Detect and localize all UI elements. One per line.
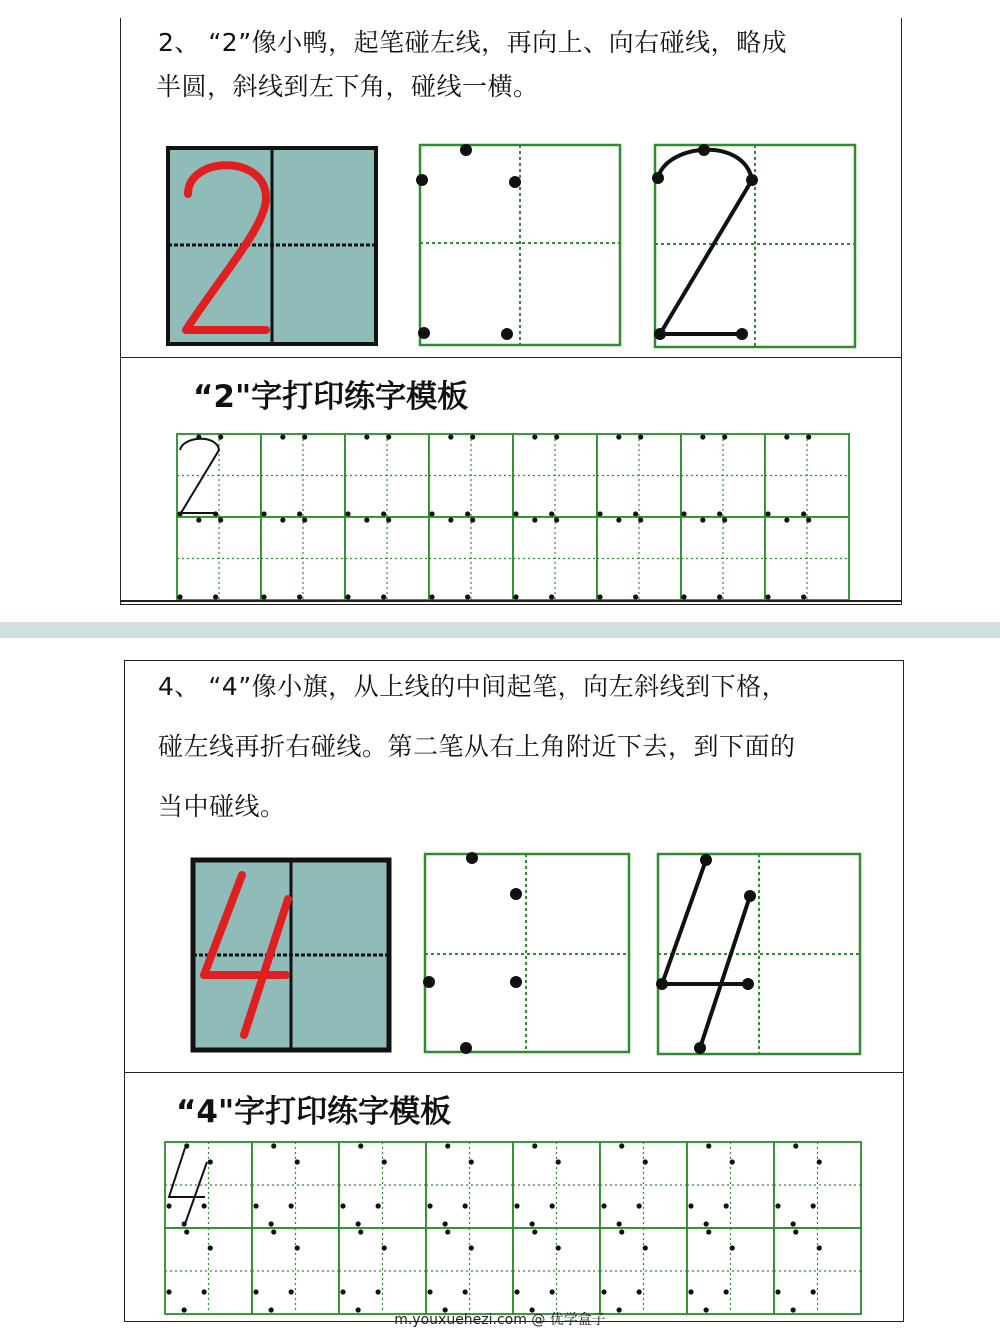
digit-4-practice-cell	[513, 1142, 600, 1228]
digit-4-practice-cell	[687, 1142, 774, 1228]
digit-4-description	[158, 674, 796, 819]
digit-4-practice-cell	[513, 1228, 600, 1314]
digit-4-practice-cell	[774, 1228, 861, 1314]
digit-2-template-title: “2"字打印练字模板	[193, 379, 469, 415]
digit-4-description-line3: 当中碰线。	[158, 792, 286, 821]
digit-4-divider	[124, 1072, 904, 1073]
digit-4-practice-cell	[774, 1142, 861, 1228]
digit-4-practice-cell	[426, 1228, 513, 1314]
digit-4-practice-cell	[165, 1228, 252, 1314]
digit-2-practice-cell	[681, 517, 765, 600]
digit-4-practice-cell	[600, 1228, 687, 1314]
digit-4-model-box	[190, 857, 392, 1053]
digit-2-practice-cell	[345, 434, 429, 517]
section-separator-band	[0, 622, 1000, 638]
digit-2-practice-cell	[765, 517, 849, 600]
digit-2-practice-cell	[261, 434, 345, 517]
digit-4-template-title: “4"字打印练字模板	[176, 1094, 452, 1130]
digit-2-card-bottom-border	[120, 600, 902, 602]
digit-4-practice-cell	[339, 1142, 426, 1228]
digit-2-stroke-guide	[652, 142, 858, 352]
digit-2-practice-cell	[177, 517, 261, 600]
digit-2-practice-cell	[345, 517, 429, 600]
digit-2-description	[158, 30, 787, 99]
digit-4-practice-cell	[600, 1142, 687, 1228]
digit-4-practice-cell	[687, 1228, 774, 1314]
digit-4-practice-cell	[339, 1228, 426, 1314]
digit-2-description-line2: 半圆，斜线到左下角，碰线一横。	[156, 72, 539, 101]
digit-2-practice-grid	[176, 432, 852, 602]
digit-2-practice-cell	[681, 434, 765, 517]
digit-2-practice-cell	[429, 517, 513, 600]
digit-4-practice-grid	[164, 1140, 866, 1316]
digit-2-dot-guide	[414, 142, 624, 348]
digit-2-practice-cell	[513, 517, 597, 600]
digit-4-stroke-guide	[654, 850, 864, 1058]
digit-2-divider	[120, 357, 902, 358]
digit-2-practice-cell	[177, 434, 261, 517]
digit-2-practice-cell	[765, 434, 849, 517]
digit-2-description-line1: 2、 “2”像小鸭，起笔碰左线，再向上、向右碰线，略成	[158, 28, 788, 57]
digit-2-practice-cell	[597, 517, 681, 600]
digit-4-description-line1: 4、 “4”像小旗，从上线的中间起笔，向左斜线到下格，	[158, 672, 788, 701]
footer-watermark: m.youxuehezi.com @ 优学盒子	[394, 1312, 606, 1328]
digit-2-practice-cell	[429, 434, 513, 517]
digit-2-practice-cell	[513, 434, 597, 517]
digit-2-practice-cell	[597, 434, 681, 517]
digit-2-practice-cell	[261, 517, 345, 600]
digit-4-dot-guide	[420, 850, 632, 1056]
digit-4-practice-cell	[252, 1228, 339, 1314]
digit-4-practice-cell	[252, 1142, 339, 1228]
digit-2-model-box	[166, 146, 378, 346]
digit-4-practice-cell	[426, 1142, 513, 1228]
digit-4-description-line2: 碰左线再折右碰线。第二笔从右上角附近下去，到下面的	[158, 732, 796, 761]
digit-4-practice-cell	[165, 1142, 252, 1228]
